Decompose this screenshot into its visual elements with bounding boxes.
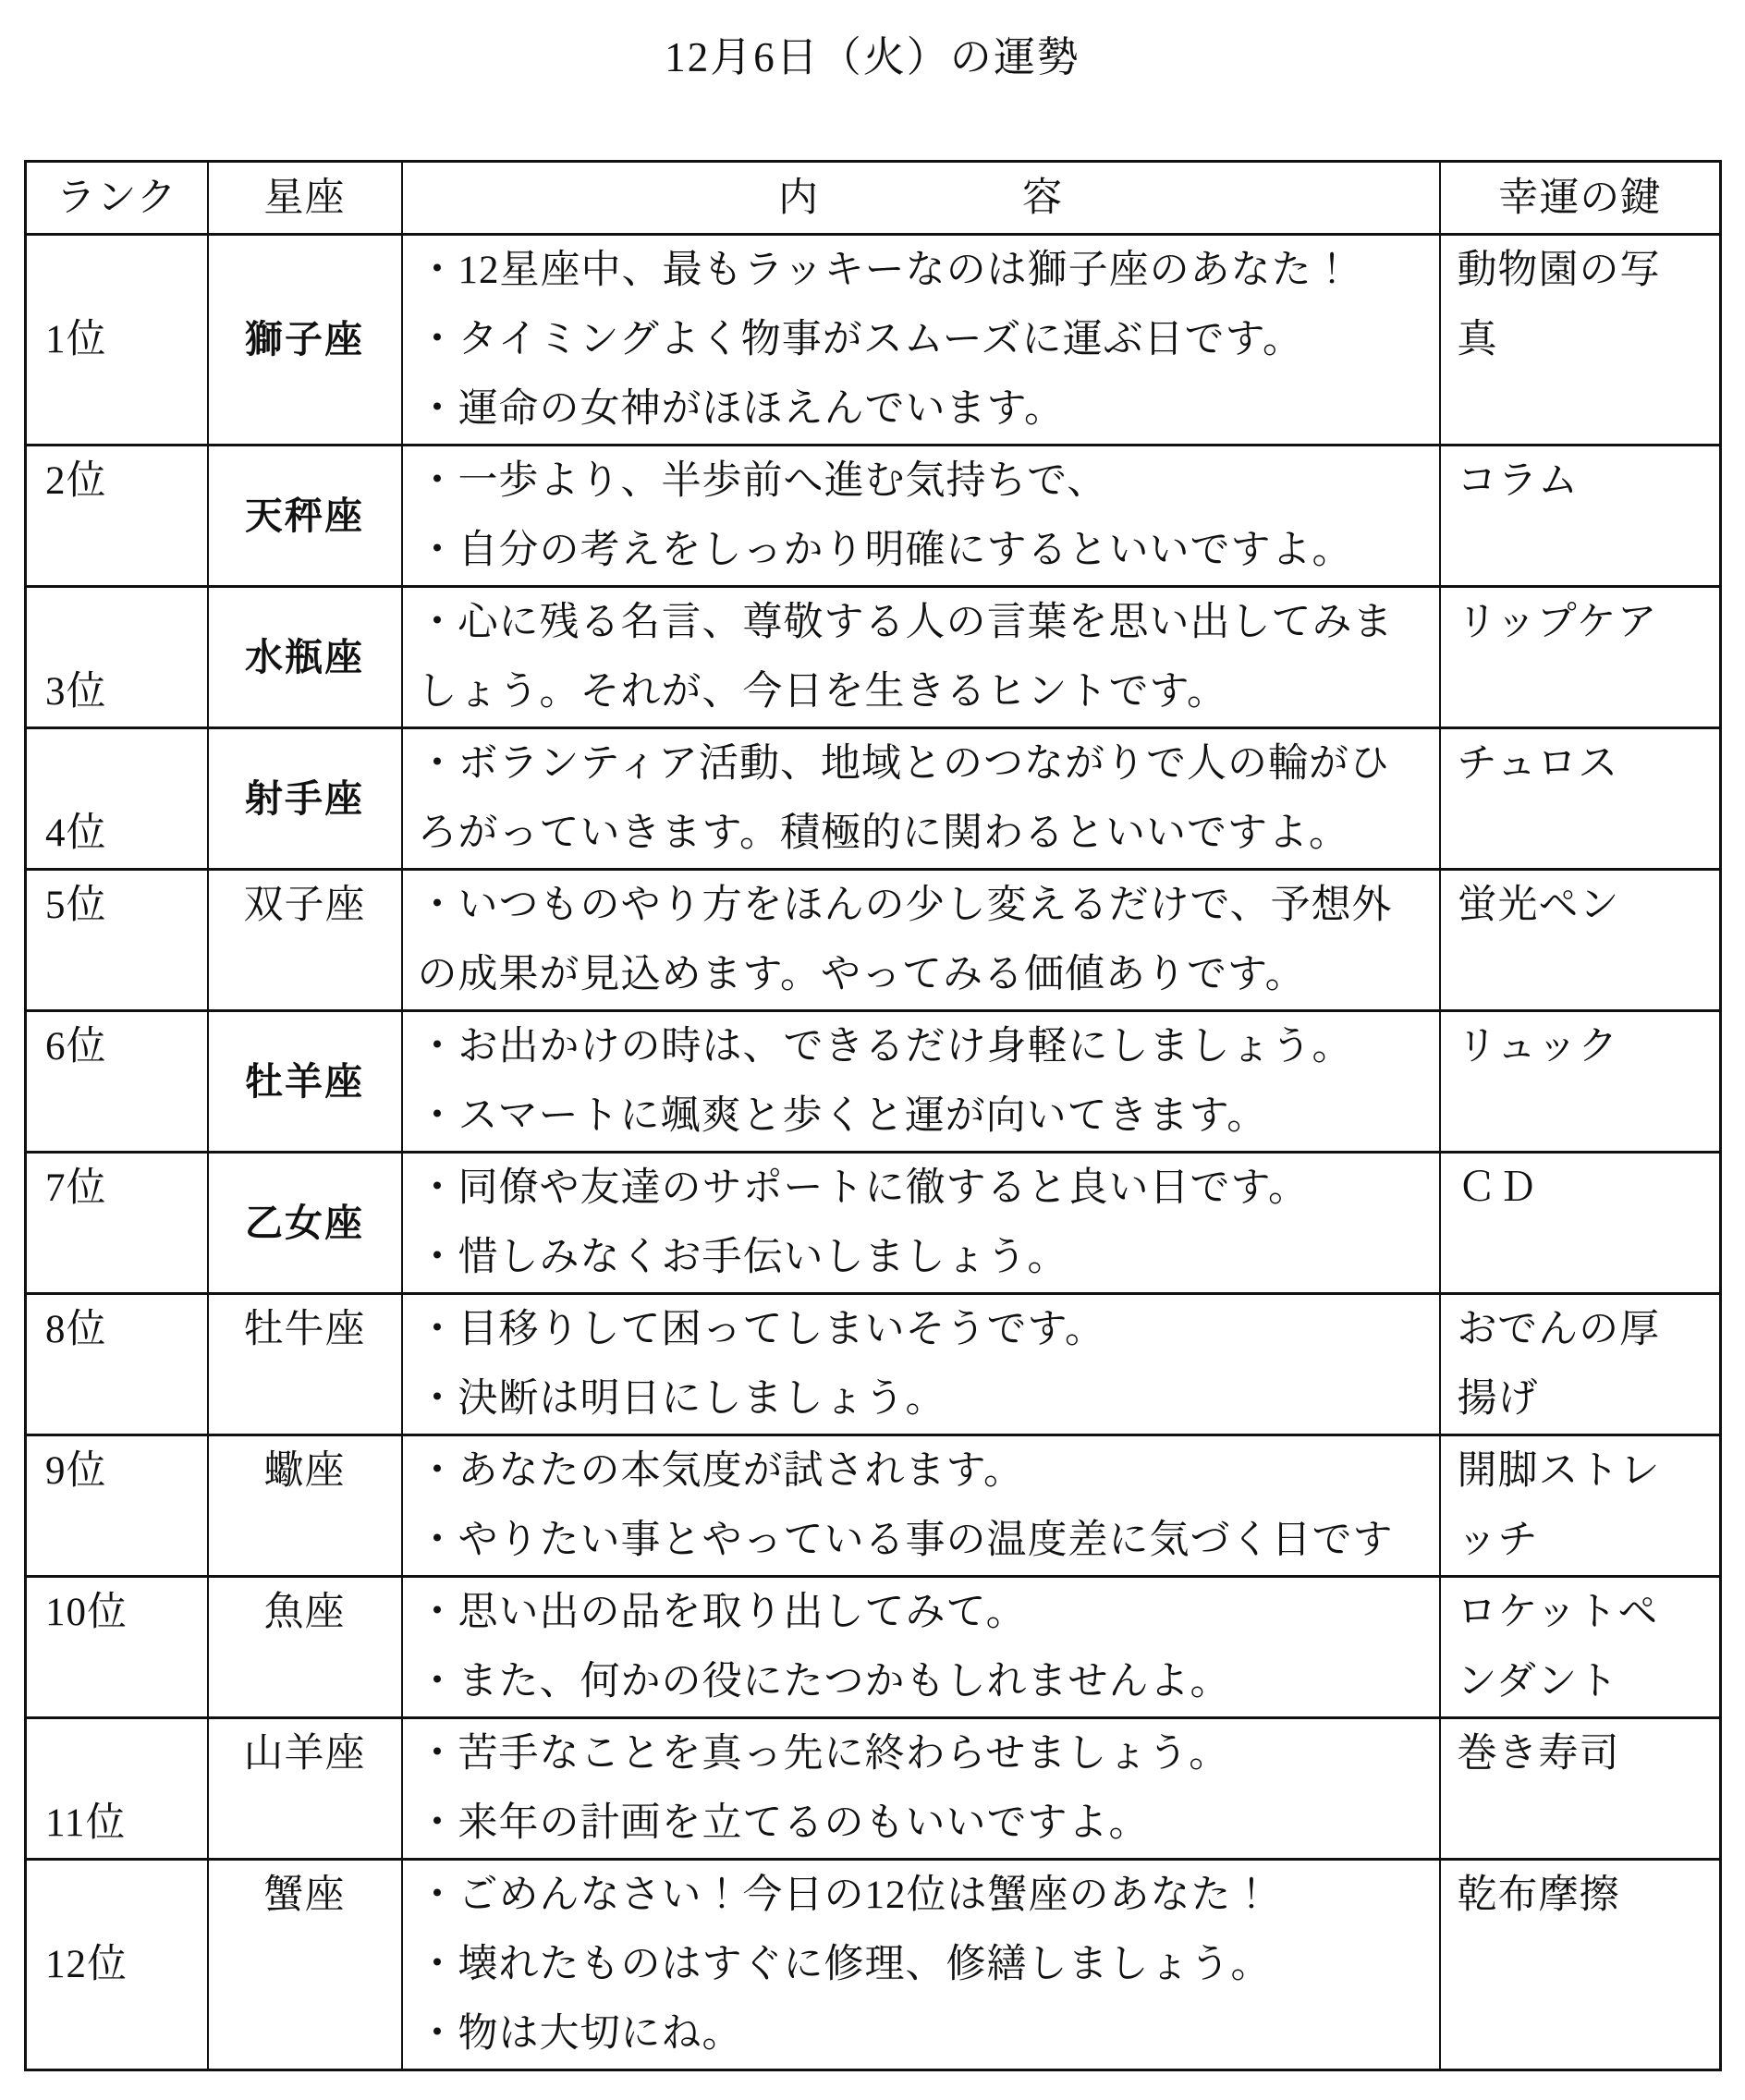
sign-cell: 牡牛座 (208, 1294, 402, 1435)
table-row (26, 1435, 1721, 1577)
table-row (26, 870, 1721, 1011)
rank-cell: 9位 (26, 1435, 208, 1577)
fortune-table (24, 160, 1722, 2071)
content-line: ・惜しみなくお手伝いしましょう。 (417, 1236, 1068, 1279)
page-title: 12月6日（火）の運勢 (665, 34, 1080, 80)
lucky-cell: 蛍光ペン (1440, 870, 1721, 1011)
table-row (26, 235, 1721, 446)
rank-cell: 8位 (26, 1294, 208, 1435)
lucky-cell: 開脚ストレッチ (1440, 1435, 1721, 1577)
sign-cell: 山羊座 (208, 1718, 402, 1860)
header-rank: ランク (26, 162, 208, 235)
content-line: ・同僚や友達のサポートに徹すると良い日です。 (417, 1166, 1310, 1210)
rank-cell: 11位 (26, 1718, 208, 1860)
content-line: ・やりたい事とやっている事の温度差に気づく日です (417, 1519, 1394, 1562)
rank-cell: 7位 (26, 1153, 208, 1294)
content-line: ・目移りして困ってしまいそうです。 (417, 1308, 1106, 1351)
content-cell (402, 870, 1440, 1011)
sign-cell: 蠍座 (208, 1435, 402, 1577)
content-line: ・12星座中、最もラッキーなのは獅子座のあなた！ (417, 249, 1353, 292)
content-line: ・一歩より、半歩前へ進む気持ちで、 (417, 459, 1108, 503)
table-row (26, 1577, 1721, 1718)
table-row (26, 1718, 1721, 1860)
sign-cell: 牡羊座 (208, 1011, 402, 1153)
content-line: ・壊れたものはすぐに修理、修繕しましょう。 (417, 1943, 1272, 1986)
rank-cell: 3位 (26, 587, 208, 728)
lucky-cell: 巻き寿司 (1440, 1718, 1721, 1860)
content-line: ・物は大切にね。 (417, 2012, 743, 2056)
rank-cell: 5位 (26, 870, 208, 1011)
header-row (26, 162, 1721, 235)
table-row (26, 1294, 1721, 1435)
sign-cell: 双子座 (208, 870, 402, 1011)
rank-cell: 10位 (26, 1577, 208, 1718)
content-line: ・また、何かの役にたつかもしれませんよ。 (417, 1660, 1231, 1703)
content-line: ・あなたの本気度が試されます。 (417, 1449, 1025, 1493)
sign-cell: 射手座 (208, 728, 402, 870)
sign-cell: 蟹座 (208, 1860, 402, 2070)
content-line: ・自分の考えをしっかり明確にするといいですよ。 (417, 529, 1353, 572)
content-line: ・ごめんなさい！今日の12位は蟹座のあなた！ (417, 1874, 1273, 1917)
lucky-cell: チュロス (1440, 728, 1721, 870)
sign-cell: 魚座 (208, 1577, 402, 1718)
content-cell (402, 1294, 1440, 1435)
header-lucky: 幸運の鍵 (1440, 162, 1721, 235)
sign-cell: 天秤座 (208, 446, 402, 587)
rank-cell: 4位 (26, 728, 208, 870)
table-row (26, 1153, 1721, 1294)
rank-cell: 6位 (26, 1011, 208, 1153)
content-cell (402, 1577, 1440, 1718)
content-line: ・お出かけの時は、できるだけ身軽にしましょう。 (417, 1025, 1353, 1068)
rank-cell: 1位 (26, 235, 208, 446)
lucky-cell: コラム (1440, 446, 1721, 587)
lucky-cell: リップケア (1440, 587, 1721, 728)
content-cell (402, 446, 1440, 587)
sign-cell: 水瓶座 (208, 587, 402, 728)
content-cell (402, 587, 1440, 728)
rank-cell: 12位 (26, 1860, 208, 2070)
rank-cell: 2位 (26, 446, 208, 587)
lucky-cell: 乾布摩擦 (1440, 1860, 1721, 2070)
content-line: ・思い出の品を取り出してみて。 (417, 1591, 1027, 1634)
content-cell (402, 1153, 1440, 1294)
content-line: ・苦手なことを真っ先に終わらせましょう。 (417, 1732, 1230, 1776)
content-line: ・ボランティア活動、地域とのつながりで人の輪がひろがっていきます。積極的に関わるといいですよ。 (417, 742, 1391, 855)
table-row (26, 1011, 1721, 1153)
content-line: ・いつものやり方をほんの少し変えるだけで、予想外の成果が見込めます。やってみる価値ありです。 (417, 884, 1393, 996)
table-row (26, 1860, 1721, 2070)
content-cell (402, 1718, 1440, 1860)
lucky-cell: ロケットペンダント (1440, 1577, 1721, 1718)
content-line: ・決断は明日にしましょう。 (417, 1377, 946, 1421)
table-row (26, 728, 1721, 870)
content-cell (402, 1860, 1440, 2070)
content-cell (402, 235, 1440, 446)
content-line: ・運命の女神がほほえんでいます。 (417, 387, 1066, 431)
content-cell (402, 1435, 1440, 1577)
content-line: ・心に残る名言、尊敬する人の言葉を思い出してみましょう。それが、今日を生きるヒントです。 (417, 601, 1394, 714)
header-sign: 星座 (208, 162, 402, 235)
content-cell (402, 1011, 1440, 1153)
content-cell (402, 728, 1440, 870)
lucky-cell: おでんの厚揚げ (1440, 1294, 1721, 1435)
table-row (26, 587, 1721, 728)
lucky-cell: 動物園の写真 (1440, 235, 1721, 446)
header-content: 内 容 (402, 162, 1440, 235)
lucky-cell: ＣＤ (1440, 1153, 1721, 1294)
sign-cell: 獅子座 (208, 235, 402, 446)
content-line: ・タイミングよく物事がスムーズに運ぶ日です。 (417, 318, 1304, 361)
sign-cell: 乙女座 (208, 1153, 402, 1294)
lucky-cell: リュック (1440, 1011, 1721, 1153)
content-line: ・スマートに颯爽と歩くと運が向いてきます。 (417, 1094, 1268, 1138)
table-row (26, 446, 1721, 587)
content-line: ・来年の計画を立てるのもいいですよ。 (417, 1801, 1150, 1845)
